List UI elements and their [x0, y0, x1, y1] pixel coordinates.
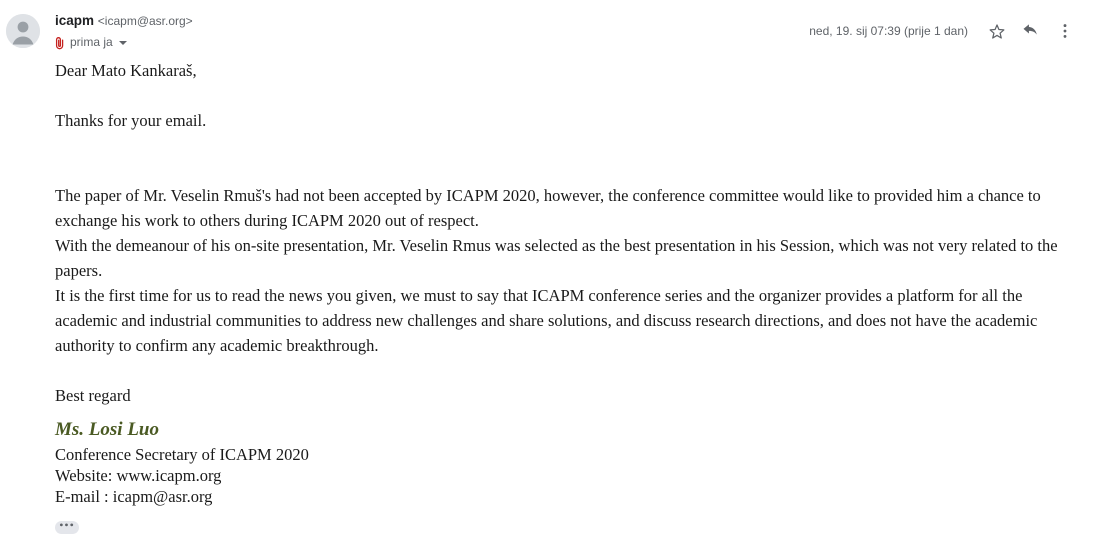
signature-role: Conference Secretary of ICAPM 2020	[55, 445, 309, 464]
email-body	[55, 58, 1080, 535]
recipient-label: prima ja	[70, 35, 113, 49]
signature-website: Website: www.icapm.org	[55, 466, 222, 485]
spacer	[55, 358, 1080, 383]
header-actions	[809, 14, 1082, 48]
reply-icon[interactable]	[1014, 14, 1048, 48]
show-trimmed-content-icon[interactable]	[55, 517, 79, 534]
signature-email: E-mail : icapm@asr.org	[55, 487, 213, 506]
body-greeting: Dear Mato Kankaraš,	[55, 61, 197, 80]
spacer	[55, 408, 1080, 416]
trimmed-dots: •••	[59, 517, 75, 532]
sender-block	[55, 12, 193, 49]
body-paragraph-3: It is the first time for us to read the news you given, we must to say that ICAPM conference series and the organizer provides a platform for all the academic and industrial communities to address new challenges and share solutions, and discuss research directions, and does not have the academic authority to confirm any academic breakthrough.	[55, 286, 1038, 355]
message-timestamp: ned, 19. sij 07:39 (prije 1 dan)	[809, 24, 968, 38]
body-thanks: Thanks for your email.	[55, 111, 207, 130]
avatar	[6, 14, 40, 48]
recipient-line[interactable]	[55, 35, 193, 49]
attachment-icon	[55, 37, 66, 50]
body-paragraphs	[55, 183, 1080, 358]
body-paragraph-2: With the demeanour of his on-site presentation, Mr. Veselin Rmus was selected as the best presentation in his Session, which was not very related to the papers.	[55, 236, 1058, 280]
spacer	[55, 83, 1080, 108]
body-paragraph-1: The paper of Mr. Veselin Rmuš's had not been accepted by ICAPM 2020, however, the conference committee would like to provided him a chance to exchange his work to others during ICAPM 2020 out of respect.	[55, 186, 1041, 230]
star-icon[interactable]	[980, 14, 1014, 48]
spacer	[55, 158, 1080, 183]
body-closing: Best regard	[55, 386, 131, 405]
signature-name: Ms. Losi Luo	[55, 419, 159, 440]
spacer	[55, 133, 1080, 158]
chevron-down-icon[interactable]	[119, 41, 127, 45]
sender-name[interactable]: icapm	[55, 13, 95, 28]
more-options-icon[interactable]	[1048, 14, 1082, 48]
sender-email[interactable]: <icapm@asr.org>	[97, 14, 193, 28]
sender-line	[55, 12, 193, 30]
email-header	[0, 0, 1096, 58]
signature-block	[55, 416, 1080, 507]
